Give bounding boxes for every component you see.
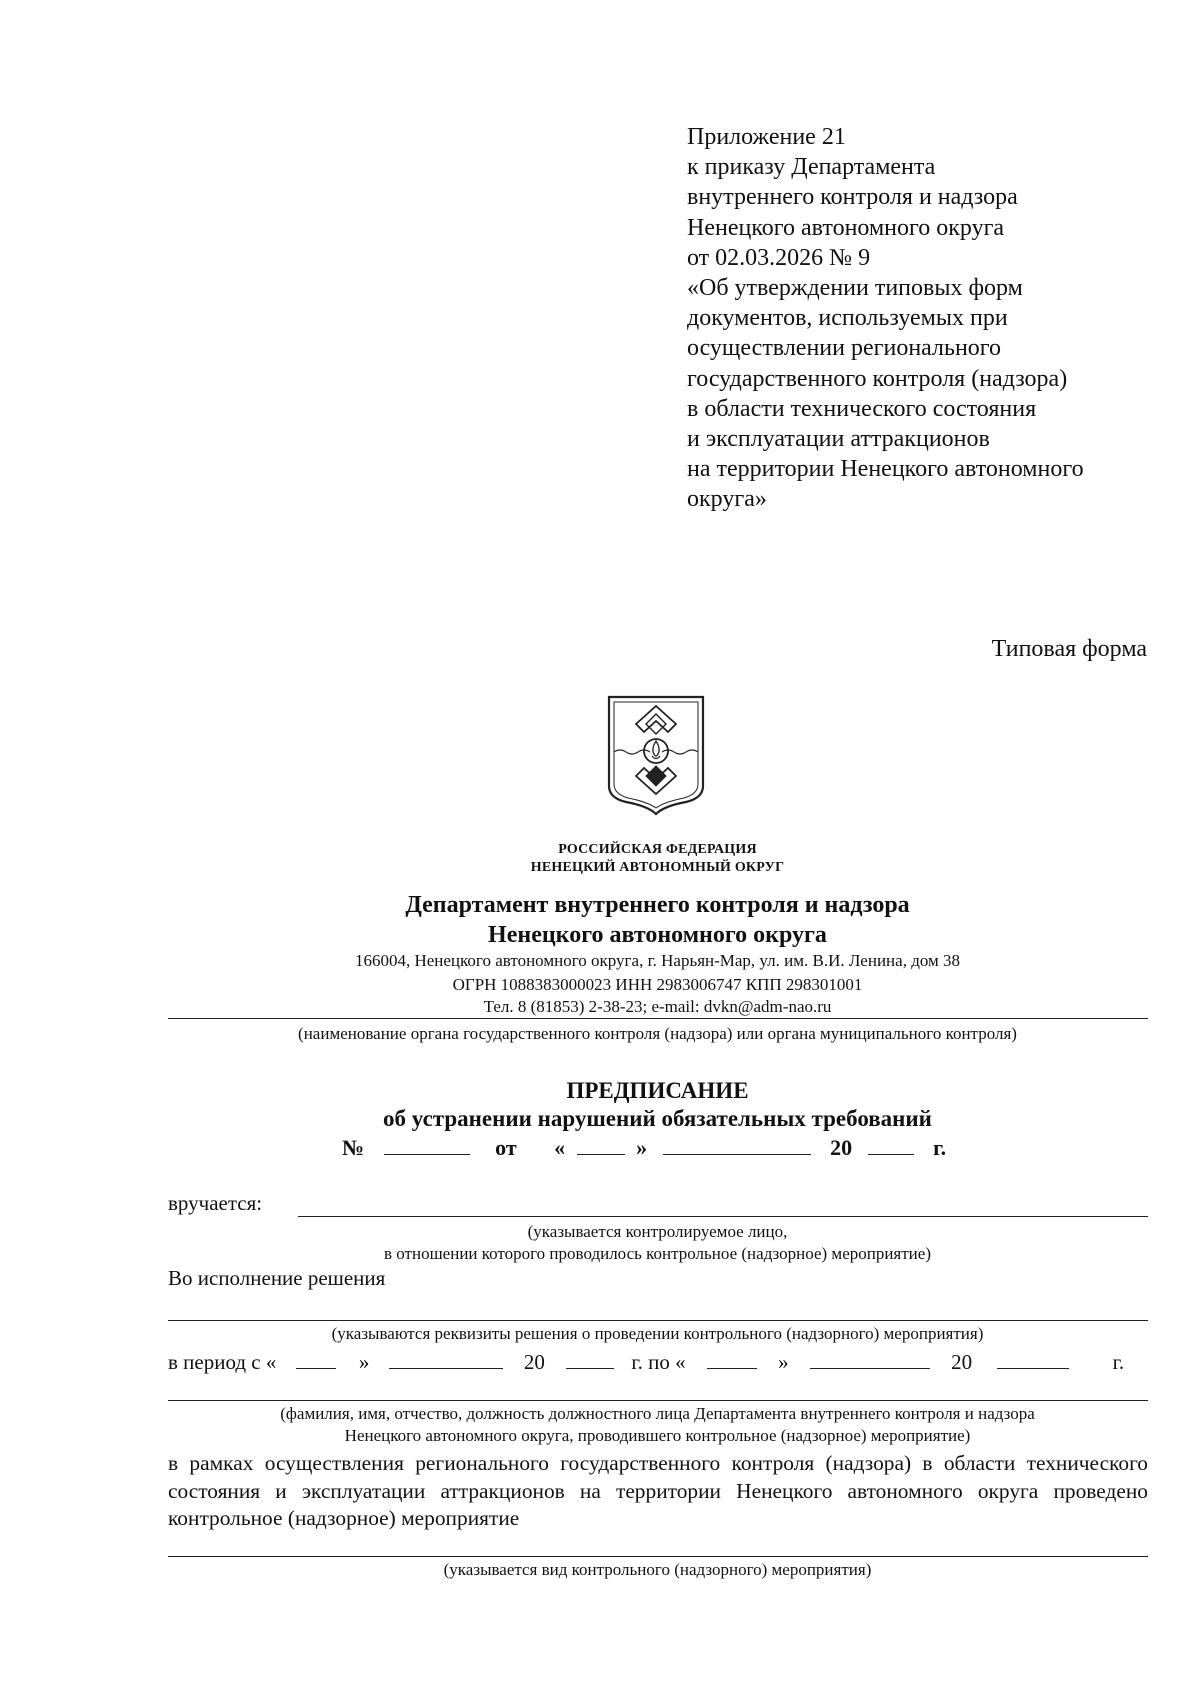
official-field[interactable] (168, 1400, 1148, 1401)
document-number-row (342, 1134, 946, 1161)
period-start-day-field[interactable] (296, 1348, 336, 1369)
execution-label: Во исполнение решения (168, 1266, 386, 1290)
typical-form-label: Типовая форма (991, 636, 1147, 662)
period-end-quote-close: » (778, 1350, 789, 1374)
period-start-month-field[interactable] (389, 1348, 503, 1369)
appendix-line: округа» (687, 486, 767, 513)
appendix-line: осуществлении регионального (687, 335, 1002, 362)
appendix-line: государственного контроля (надзора) (687, 365, 1068, 392)
inspection-type-field[interactable] (168, 1556, 1148, 1557)
document-day-field[interactable] (577, 1134, 625, 1155)
period-prefix: в период с « (168, 1350, 277, 1374)
document-year-field[interactable] (868, 1134, 914, 1155)
period-start-year-prefix: 20 (523, 1350, 545, 1374)
appendix-line: и эксплуатации аттракционов (687, 426, 990, 453)
appendix-line: Приложение 21 (687, 124, 846, 150)
period-end-day-field[interactable] (707, 1348, 757, 1369)
document-subtitle: об устранении нарушений обязательных требований (383, 1106, 932, 1131)
number-sign: № (342, 1135, 365, 1160)
framework-paragraph: в рамках осуществления регионального государственного контроля (надзора) в области технического состояния и эксплуатации аттракционов на территории Ненецкого автономного округа проведено контрольное (надзорное) мероприятие (168, 1451, 1148, 1530)
document-month-field[interactable] (663, 1134, 811, 1155)
served-field[interactable] (298, 1216, 1148, 1217)
appendix-line: в области технического состояния (687, 395, 1037, 422)
appendix-line: «Об утверждении типовых форм (687, 275, 1023, 302)
appendix-line: к приказу Департамента (687, 154, 936, 181)
appendix-line: внутреннего контроля и надзора (687, 184, 1018, 211)
period-start-quote-close: » (358, 1350, 370, 1374)
inspection-type-caption: (указывается вид контрольного (надзорного) мероприятия) (443, 1560, 872, 1579)
year-suffix: г. (933, 1135, 947, 1160)
appendix-line: Ненецкого автономного округа (687, 214, 1005, 241)
department-name-line2: Ненецкого автономного округа (488, 922, 827, 948)
date-from-word: от (495, 1135, 517, 1160)
period-end-year-prefix: 20 (951, 1350, 973, 1374)
period-row (168, 1348, 1124, 1375)
country-name: РОССИЙСКАЯ ФЕДЕРАЦИЯ (558, 842, 757, 857)
day-quote-open: « (554, 1135, 566, 1160)
coat-of-arms-icon (606, 694, 706, 816)
year-prefix: 20 (830, 1135, 853, 1160)
served-caption-line1: (указывается контролируемое лицо, (527, 1222, 788, 1241)
document-number-field[interactable] (384, 1134, 470, 1155)
region-name: НЕНЕЦКИЙ АВТОНОМНЫЙ ОКРУГ (530, 860, 785, 875)
document-title: ПРЕДПИСАНИЕ (566, 1078, 749, 1103)
period-end-year-field[interactable] (997, 1348, 1069, 1369)
appendix-line: от 02.03.2026 № 9 (687, 244, 871, 271)
period-end-month-field[interactable] (810, 1348, 930, 1369)
appendix-line: документов, используемых при (687, 305, 1008, 332)
department-name-line1: Департамент внутреннего контроля и надзора (405, 892, 910, 918)
official-caption-line1: (фамилия, имя, отчество, должность должностного лица Департамента внутреннего контроля и надзора (280, 1404, 1035, 1423)
appendix-line: на территории Ненецкого автономного (687, 456, 1084, 483)
execution-field[interactable] (168, 1320, 1148, 1321)
execution-caption: (указываются реквизиты решения о проведении контрольного (надзорного) мероприятия) (331, 1324, 984, 1343)
department-registration-ids: ОГРН 1088383000023 ИНН 2983006747 КПП 298301001 (452, 975, 863, 994)
authority-caption: (наименование органа государственного контроля (надзора) или органа муниципального контроля) (298, 1024, 1017, 1043)
period-to-word: г. по « (631, 1350, 686, 1374)
department-address: 166004, Ненецкого автономного округа, г. Нарьян-Мар, ул. им. В.И. Ленина, дом 38 (354, 951, 961, 970)
served-label: вручается: (168, 1191, 263, 1215)
period-start-year-field[interactable] (566, 1348, 614, 1369)
letterhead-divider (168, 1018, 1148, 1019)
served-caption-line2: в отношении которого проводилось контрольное (надзорное) мероприятие) (384, 1244, 931, 1263)
department-contacts: Тел. 8 (81853) 2-38-23; e-mail: dvkn@adm-nao.ru (483, 997, 832, 1016)
official-caption-line2: Ненецкого автономного округа, проводившего контрольное (надзорное) мероприятие) (344, 1426, 971, 1445)
appendix-block (687, 122, 1157, 515)
period-suffix: г. (1112, 1350, 1125, 1374)
day-quote-close: » (636, 1135, 648, 1160)
